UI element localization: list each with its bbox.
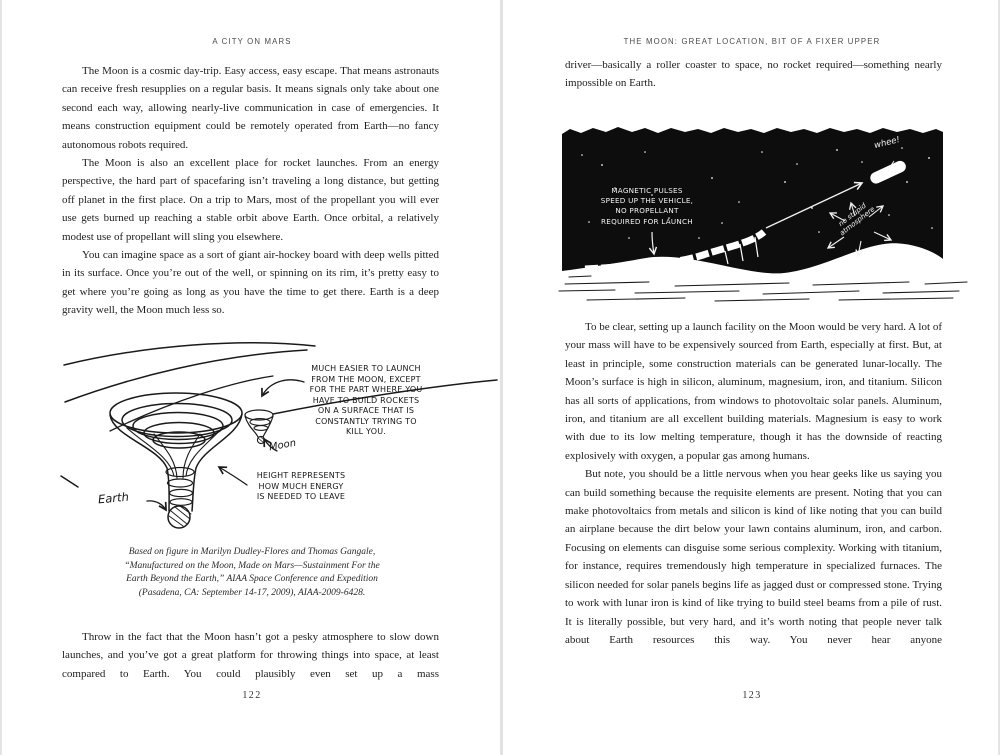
annotation-line: HOW MUCH ENERGY xyxy=(258,481,344,491)
annotation-line: HEIGHT REPRESENTS xyxy=(256,471,346,480)
annotation-line: MAGNETIC PULSES xyxy=(611,186,683,195)
body-text-block xyxy=(565,56,942,93)
running-header-left: A CITY ON MARS xyxy=(212,37,292,46)
paragraph: driver—basically a roller coaster to space, no rocket required—something nearly impossible on Earth. xyxy=(565,59,942,90)
annotation-line: NO PROPELLANT xyxy=(615,206,679,216)
earth-ball xyxy=(168,506,191,528)
height-annotation xyxy=(244,471,358,503)
paragraph: Throw in the fact that the Moon hasn’t got a pesky atmosphere to slow down launches, and you’ve got a great platform for throwing things into space, at least compared to Earth. You could plausibly even set up a mass xyxy=(62,631,439,680)
whee-label: whee! xyxy=(873,134,902,152)
earth-gravity-well xyxy=(110,393,242,511)
page-number-left: 122 xyxy=(242,690,262,701)
annotation-line: IS NEEDED TO LEAVE xyxy=(256,492,346,502)
annotation-line: MUCH EASIER TO LAUNCH xyxy=(311,364,421,373)
caption-line: Based on figure in Marilyn Dudley-Flores and Thomas Gangale, xyxy=(128,547,376,557)
caption-line: Earth Beyond the Earth,” AIAA Space Conference and Expedition xyxy=(126,574,378,585)
annotation-line: ON A SURFACE THAT IS xyxy=(317,406,415,416)
earth-label: Earth xyxy=(97,489,130,507)
body-text-block xyxy=(62,62,439,320)
body-text-block xyxy=(565,318,942,649)
annotation-line: HAVE TO BUILD ROCKETS xyxy=(312,395,420,405)
paragraph: To be clear, setting up a launch facility on the Moon would be very hard. A lot of your mass will have to be expensively sourced from Earth, especially at first. But, at least in principle, some construction materials can be generated lunar-locally. The Moon’s surface is high in silicon, aluminum, magnesium, iron, and titanium. Silicon has all sorts of applications, from windows to photovoltaic solar panels. Aluminum, iron, and titanium are all excellent building materials. Magnesium is easy to work with due to its low melting temperature, though it has the downside of reacting explosively with oxygen, a popular gas among humans. xyxy=(565,321,942,462)
paragraph: But note, you should be a little nervous when you hear geeks like us saying you can build something because the requisite elements are present. Noting that you can make photovoltaics from metals and silicon is kind of like noting that you can build an airplane because the dirt below your lawn contains aluminum, iron, and carbon. Focusing on elements can disguise some serious complexity. Working with titanium, for instance, requires tremendously high temperature in specialized furnaces. The silicon needed for solar panels begins life as jagged dust or compressed stone. Trying to work with lunar iron is kind of like trying to build steel beams from a pile of rust. It is literally possible, but very hard, and it’s worth noting that people never talk about Earth resources this way. You never hear anyone xyxy=(565,468,942,646)
annotation-line: SPEED UP THE VEHICLE, xyxy=(600,196,694,206)
paragraph: The Moon is also an excellent place for rocket launches. From an energy perspective, the hard part of spacefaring isn’t traveling a long distance, but getting off planet in the first place. On a trip to Mars, most of the propellant you will ever use gets burned up reaching a stable orbit above Earth. Once orbital, a relatively modest use of propellant will sling you elsewhere. xyxy=(62,157,439,243)
annotation-line: KILL YOU. xyxy=(345,427,386,437)
annotation-line: FROM THE MOON, EXCEPT xyxy=(311,374,421,384)
annotation-line: CONSTANTLY TRYING TO xyxy=(315,416,417,426)
moon-label: Moon xyxy=(268,437,297,454)
caption-line: (Pasadena, CA: September 14-17, 2009), AIAA-2009-6428. xyxy=(138,587,366,598)
annotation-line: REQUIRED FOR LAUNCH xyxy=(601,216,693,226)
caption-line: “Manufactured on the Moon, Made on Mars—Sustainment For the xyxy=(124,560,380,571)
paragraph: You can imagine space as a sort of giant air-hockey board with deep wells pitted in its surface. Once you’re out of the well, or spinning on its rim, it’s pretty easy to get where you’re going as long as you have the time to get there. Earth is a deep gravity well, the Moon much less so. xyxy=(62,249,439,317)
page-number-right: 123 xyxy=(742,690,762,701)
annotation-line: FOR THE PART WHERE YOU xyxy=(309,385,423,395)
ground-sketch-lines xyxy=(559,276,967,301)
body-text-block xyxy=(62,628,439,683)
moon-gravity-well xyxy=(245,410,273,444)
running-header-right: THE MOON: GREAT LOCATION, BIT OF A FIXER UPPER xyxy=(623,37,881,46)
no-atmosphere-label: no stupid atmosphere xyxy=(837,201,877,238)
moon-launch-annotation xyxy=(298,364,434,438)
magnetic-pulses-annotation xyxy=(591,186,703,227)
paragraph: The Moon is a cosmic day-trip. Easy access, easy escape. That means astronauts can receive fresh resupplies on a regular basis. It means signals only take about one second each way, allowing nearly-live communication in case of emergencies. It means construction equipment could be remotely operated from Earth—no fancy autonomous robots required. xyxy=(62,65,439,151)
